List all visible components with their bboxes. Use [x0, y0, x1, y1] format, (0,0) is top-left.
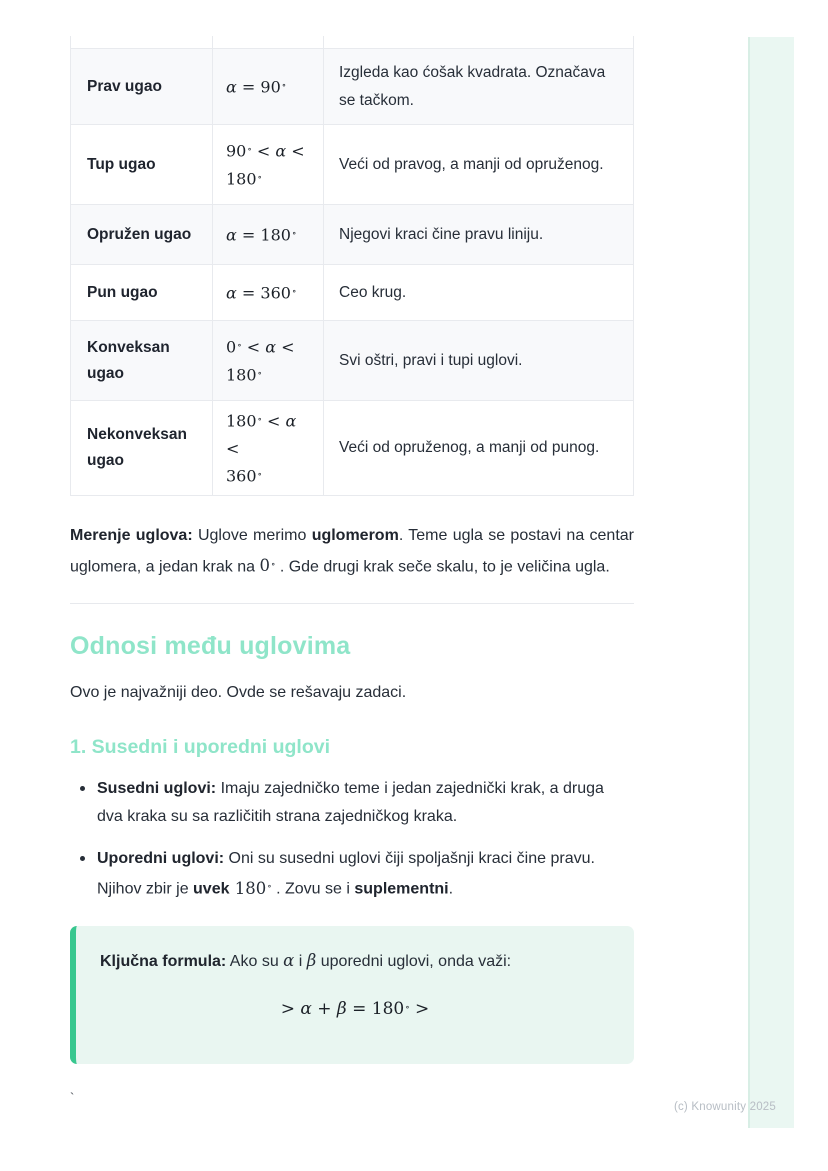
angle-formula-cell: [213, 205, 324, 265]
text-run: . Gde drugi krak seče skalu, to je veličina ugla.: [275, 558, 610, 575]
bold-word: uglomerom: [311, 527, 399, 544]
table-cell: [324, 36, 634, 49]
bold-label: Merenje uglova:: [70, 527, 193, 544]
formula-line: 0∘ < α <: [226, 337, 295, 357]
bold-word: uvek: [193, 880, 230, 898]
text-run: i: [294, 953, 307, 970]
formula-line: 180∘: [226, 169, 262, 188]
bold-label: Uporedni uglovi:: [97, 849, 225, 867]
table-row: [71, 205, 634, 265]
formula-line: 90∘ < α <: [226, 141, 305, 161]
text-run: Uglove merimo: [192, 527, 312, 544]
table-row-cutoff: [71, 36, 634, 49]
angle-desc-cell: Izgleda kao ćošak kvadrata. Označava se tačkom.: [324, 49, 634, 125]
angle-name-cell: Opružen ugao: [71, 205, 213, 265]
bullet-list: [70, 775, 634, 905]
text-run: Ako su: [226, 953, 284, 970]
measuring-paragraph: [70, 522, 634, 582]
page-edge-strip: [748, 37, 794, 1128]
section-divider: [70, 603, 634, 604]
table-row: [71, 265, 634, 321]
bold-label: Susedni uglovi:: [97, 779, 217, 797]
formula-line: 360∘: [226, 466, 262, 485]
angle-name-cell: Nekonveksan ugao: [71, 401, 213, 496]
intro-paragraph: Ovo je najvažniji deo. Ovde se rešavaju zadaci.: [70, 683, 407, 701]
angle-formula-cell: [213, 265, 324, 321]
subsection-heading: 1. Susedni i uporedni uglovi: [70, 735, 331, 758]
section-heading: Odnosi među uglovima: [70, 631, 351, 660]
angle-formula-cell: [213, 321, 324, 401]
angle-desc-cell: Veći od pravog, a manji od opruženog.: [324, 125, 634, 205]
table-row: [71, 125, 634, 205]
beta-symbol: β: [306, 951, 317, 970]
table-cell: [71, 36, 213, 49]
inline-math: 0∘: [259, 556, 276, 575]
text-run: Oni su susedni uglovi čiji spoljašnji kraci čine pravu. Njihov zbir je: [97, 849, 595, 898]
table-row: [71, 49, 634, 125]
angle-desc-cell: Svi oštri, pravi i tupi uglovi.: [324, 321, 634, 401]
angle-desc-cell: Njegovi kraci čine pravu liniju.: [324, 205, 634, 265]
alpha-symbol: α: [283, 951, 295, 970]
formula-line: 180∘ < α <: [226, 411, 297, 458]
angle-desc-cell: Ceo krug.: [324, 265, 634, 321]
formula-line: α = 360∘: [226, 283, 297, 303]
callout-heading: [100, 947, 610, 976]
angle-desc-cell: Veći od opruženog, a manji od punog.: [324, 401, 634, 496]
copyright-footer: (c) Knowunity 2025: [673, 1101, 776, 1113]
key-formula-callout: [70, 926, 634, 1064]
angle-name-cell: Tup ugao: [71, 125, 213, 205]
text-run: . Zovu se i: [271, 880, 355, 898]
angle-name-cell: Konveksan ugao: [71, 321, 213, 401]
table-row: [71, 321, 634, 401]
angle-formula-cell: [213, 49, 324, 125]
table-cell: [213, 36, 324, 49]
angle-name-cell: Pun ugao: [71, 265, 213, 321]
angle-types-table: [70, 36, 634, 496]
bold-label: Ključna formula:: [100, 953, 227, 970]
table-row: [71, 401, 634, 496]
inline-math: 180∘: [229, 878, 272, 898]
angle-name-cell: Prav ugao: [71, 49, 213, 125]
angle-formula-cell: [213, 125, 324, 205]
list-item: [97, 845, 634, 905]
formula-line: 180∘: [226, 365, 262, 384]
bold-word: suplementni: [354, 880, 449, 898]
text-run: . Teme ugla se postavi na centar uglomera, a jedan krak na: [70, 527, 634, 575]
angle-formula-cell: [213, 401, 324, 496]
formula-display: > α + β = 180∘ >: [280, 999, 430, 1019]
text-run: uporedni uglovi, onda važi:: [316, 953, 512, 970]
text-run: .: [448, 880, 454, 898]
stray-backtick: `: [70, 1090, 75, 1105]
document-content: [70, 0, 634, 1105]
formula-line: α = 180∘: [226, 225, 297, 245]
list-item: [97, 775, 634, 832]
formula-line: α = 90∘: [226, 77, 287, 97]
text-run: Imaju zajedničko teme i jedan zajednički krak, a druga dva kraka su sa različitih strana zajedničkog kraka.: [97, 779, 604, 825]
